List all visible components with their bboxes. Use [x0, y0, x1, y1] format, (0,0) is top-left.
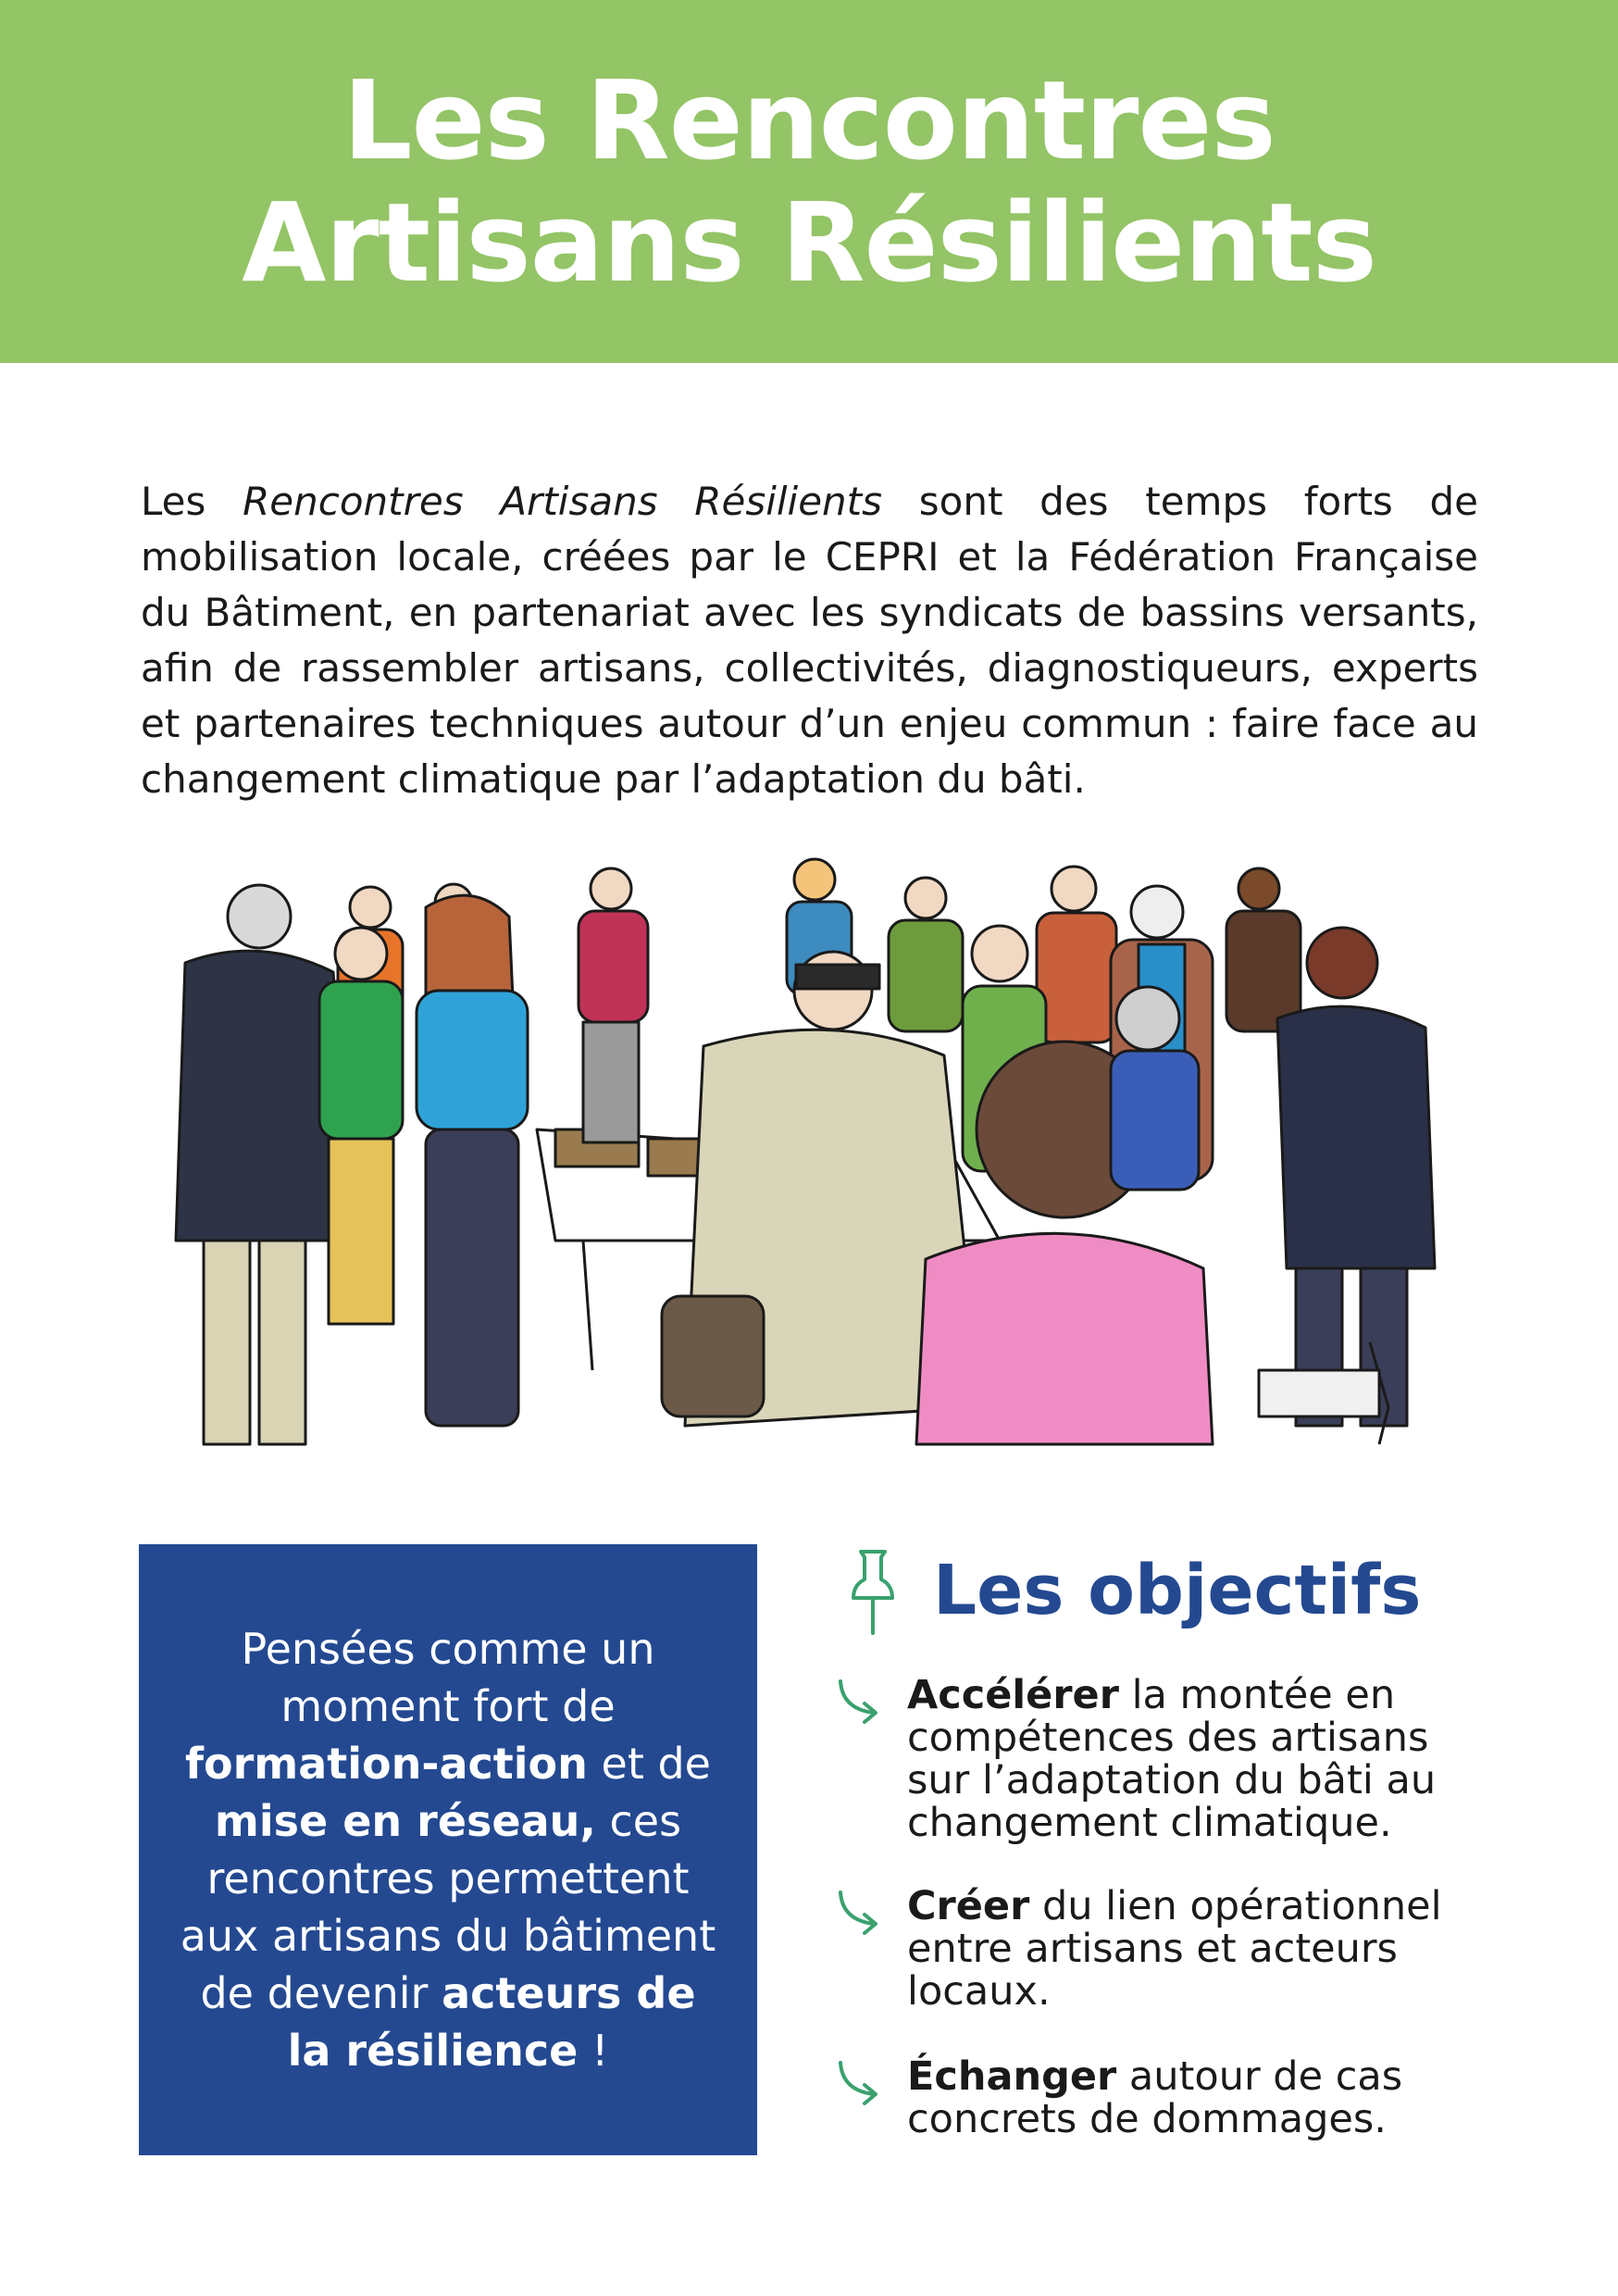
intro-body: sont des temps forts de mobilisation locale, créées par le CEPRI et la Fédération Française du Bâtiment, en partenariat avec les syndicats de bassins versants, afin de rassembler artisans, collectivités, diagnostiqueurs, experts et partenaires techniques autour d’un enjeu commun : faire face au changement climatique par l’adaptation du bâti.	[141, 479, 1479, 802]
arrow-icon	[833, 1676, 889, 1731]
objectives-header	[850, 1544, 1498, 1637]
objective-desc: la montée en compétences des artisans sur l’adaptation du bâti au changement climatique.	[907, 1672, 1437, 1846]
objective-text	[907, 2055, 1481, 2140]
objective-verb: Accélérer	[907, 1672, 1119, 1718]
callout-text-3: ces rencontres permettent aux artisans du bâtiment de devenir	[180, 1796, 716, 2018]
callout-box	[139, 1544, 757, 2155]
objective-text	[907, 1885, 1481, 2013]
intro-event-name: Rencontres Artisans Résilients	[243, 479, 883, 524]
title-line-1: Les Rencontres	[342, 56, 1276, 184]
objectives-title: Les objectifs	[933, 1551, 1422, 1630]
objective-verb: Échanger	[907, 2053, 1117, 2100]
objective-text	[907, 1674, 1481, 1844]
callout-text-1: Pensées comme un moment fort de	[241, 1624, 655, 1731]
callout-bold-formation: formation-action	[185, 1739, 588, 1789]
callout-text-4: !	[578, 2026, 609, 2076]
objective-verb: Créer	[907, 1883, 1030, 1929]
pushpin-icon	[850, 1548, 896, 1637]
objective-desc: autour de cas concrets de dommages.	[907, 2053, 1403, 2142]
crowd-illustration	[148, 852, 1462, 1463]
title-banner	[0, 0, 1618, 363]
arrow-icon	[833, 1887, 889, 1942]
intro-paragraph	[141, 474, 1478, 807]
callout-bold-acteurs: acteurs de la résilience	[287, 1968, 696, 2076]
intro-lead: Les	[141, 479, 243, 524]
callout-text-2: et de	[587, 1739, 711, 1789]
objective-desc: du lien opérationnel entre artisans et acteurs locaux.	[907, 1883, 1442, 2015]
callout-text	[176, 1620, 720, 2079]
callout-bold-reseau: mise en réseau,	[214, 1796, 596, 1846]
arrow-icon	[833, 2057, 889, 2113]
title-line-2: Artisans Résilients	[242, 179, 1376, 306]
